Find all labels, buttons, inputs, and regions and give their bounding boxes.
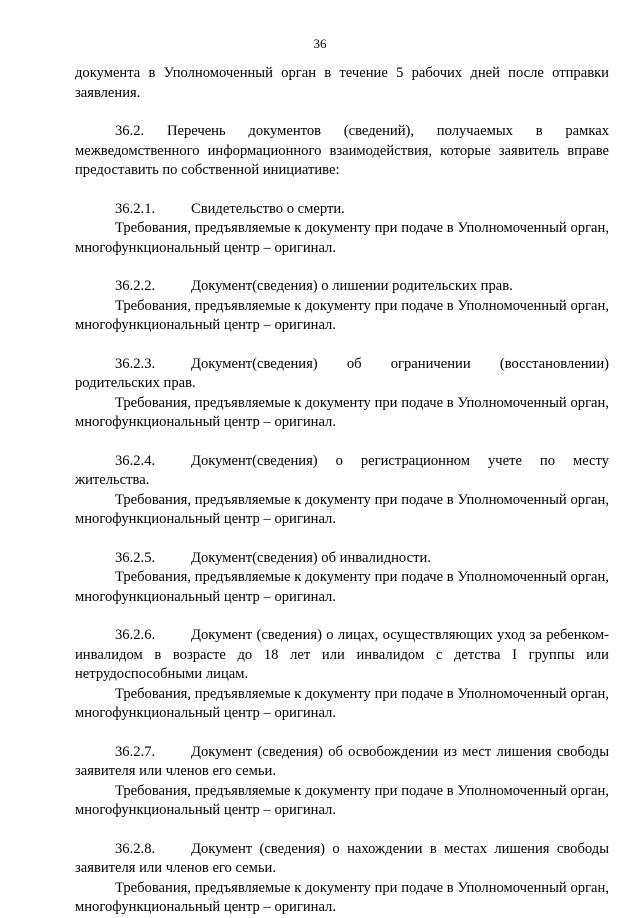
section-word: получаемых: [436, 123, 513, 139]
clause-text: Документ(сведения) о лишении родительских прав.: [191, 278, 513, 294]
clause-36-2-4: [75, 452, 609, 530]
clause-number: 36.2.2.: [115, 278, 156, 294]
section-rest: межведомственного информационного взаимодействия, которые заявитель вправе предоставить по собственной инициативе:: [75, 142, 609, 178]
intro-line-1: документа в Уполномоченный орган в течение 5 рабочих дней после отправки: [75, 65, 609, 81]
clause-requirement: Требования, предъявляемые к документу при подаче в Уполномоченный орган, многофункциональный центр – оригинал.: [75, 491, 609, 527]
clause-text: Документ (сведения) о нахождении в местах лишения свободы заявителя или членов его семьи.: [75, 840, 609, 876]
section-word: (сведений),: [343, 123, 415, 139]
clause-requirement: Требования, предъявляемые к документу при подаче в Уполномоченный орган, многофункциональный центр – оригинал.: [75, 297, 609, 333]
section-paragraph: [75, 122, 609, 181]
clause-text: Документ (сведения) об освобождении из мест лишения свободы заявителя или членов его семьи.: [75, 743, 609, 779]
clause-requirement: Требования, предъявляемые к документу при подаче в Уполномоченный орган, многофункциональный центр – оригинал.: [75, 569, 609, 605]
section-number: 36.2.: [115, 123, 145, 139]
document-body: [75, 64, 609, 918]
clause-36-2-8: [75, 840, 609, 918]
clause-36-2-1: [75, 200, 609, 259]
clause-36-2-7: [75, 743, 609, 821]
section-word: Перечень: [166, 123, 226, 139]
clause-title: [75, 549, 609, 569]
clause-number: 36.2.1.: [115, 200, 156, 217]
intro-paragraph: [75, 64, 609, 103]
clause-36-2-3: [75, 355, 609, 433]
clause-text: Документ(сведения) об ограничении (восстановлении) родительских прав.: [75, 355, 609, 391]
clause-requirement: Требования, предъявляемые к документу при подаче в Уполномоченный орган, многофункциональный центр – оригинал.: [75, 782, 609, 818]
clause-text: Документ(сведения) об инвалидности.: [191, 549, 431, 566]
section-first-line: [75, 122, 609, 142]
clause-36-2-6: [75, 626, 609, 724]
clause-number: 36.2.3.: [115, 355, 156, 372]
clause-number: 36.2.4.: [115, 452, 156, 469]
section-word: рамках: [565, 123, 609, 139]
clause-number: 36.2.5.: [115, 549, 156, 566]
intro-line-2: заявления.: [75, 84, 141, 101]
clause-number: 36.2.6.: [115, 627, 156, 643]
clause-requirement: Требования, предъявляемые к документу при подаче в Уполномоченный орган, многофункциональный центр – оригинал.: [75, 685, 609, 721]
clause-requirement: Требования, предъявляемые к документу при подаче в Уполномоченный орган, многофункциональный центр – оригинал.: [75, 220, 609, 256]
section-word: в: [535, 123, 543, 139]
clause-number: 36.2.7.: [115, 743, 156, 760]
clause-title: [75, 743, 609, 782]
clause-number: 36.2.8.: [115, 840, 156, 857]
clause-requirement: Требования, предъявляемые к документу при подаче в Уполномоченный орган, многофункциональный центр – оригинал.: [75, 394, 609, 430]
clause-36-2-2: [75, 277, 609, 336]
clause-title: [75, 840, 609, 879]
section-word: документов: [248, 123, 322, 139]
clause-requirement: Требования, предъявляемые к документу при подаче в Уполномоченный орган, многофункциональный центр – оригинал.: [75, 879, 609, 915]
clause-title: [75, 200, 609, 220]
clause-text: Документ(сведения) о регистрационном учете по месту жительства.: [75, 452, 609, 488]
clause-36-2-5: [75, 549, 609, 608]
page-number: 36: [313, 36, 327, 51]
clause-title: [75, 277, 609, 297]
clause-title: [75, 626, 609, 685]
clause-title: [75, 355, 609, 394]
clause-title: [75, 452, 609, 491]
clause-text: Свидетельство о смерти.: [191, 200, 345, 217]
clause-text: Документ (сведения) о лицах, осуществляющих уход за ребенком-инвалидом в возрасте до 18 лет или инвалидом с детства I группы или нетрудоспособными лицам.: [75, 627, 609, 682]
